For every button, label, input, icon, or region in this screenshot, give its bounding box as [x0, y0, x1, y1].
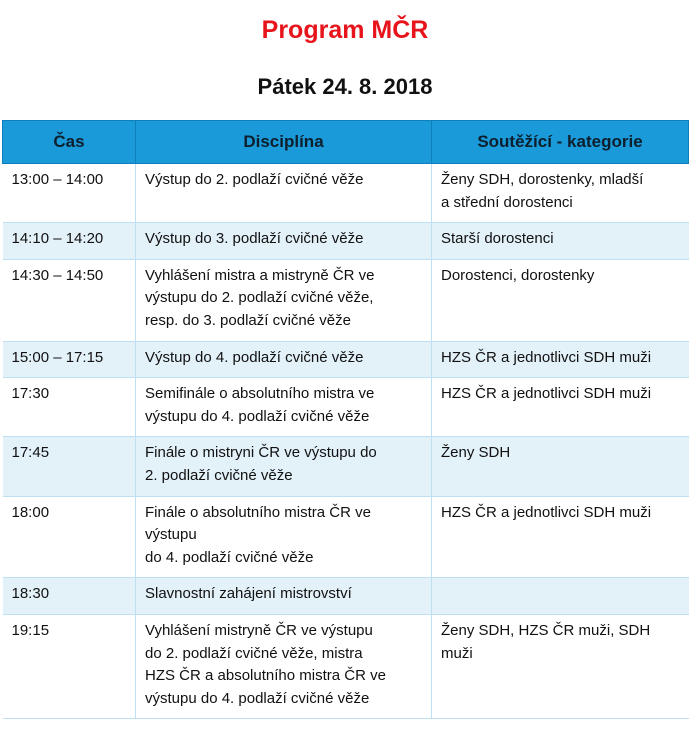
cell-line: Výstup do 2. podlaží cvičné věže — [145, 171, 364, 188]
cell-line: Vyhlášení mistryně ČR ve výstupu — [145, 621, 373, 639]
time-cell: 14:30 – 14:50 — [3, 259, 136, 341]
category-cell — [432, 614, 689, 718]
table-row — [3, 496, 689, 578]
cell-line: Ženy SDH, dorostenky, mladší — [441, 171, 644, 188]
date-heading: Pátek 24. 8. 2018 — [257, 74, 433, 99]
cell-line: HZS ČR a jednotlivci SDH muži — [441, 348, 652, 366]
table-row — [3, 614, 689, 718]
discipline-cell — [136, 223, 432, 260]
header-time: Čas — [3, 121, 136, 164]
discipline-cell — [136, 341, 432, 378]
cell-line: Ženy SDH — [441, 444, 511, 462]
cell-line: Vyhlášení mistra a mistryně ČR ve — [145, 266, 375, 284]
time-cell: 17:30 — [3, 378, 136, 437]
cell-line: a střední dorostenci — [441, 193, 573, 211]
cell-line: Finále o absolutního mistra ČR ve — [145, 503, 371, 521]
discipline-cell — [136, 378, 432, 437]
category-cell — [432, 164, 689, 223]
cell-line: HZS ČR a jednotlivci SDH muži — [441, 503, 652, 521]
cell-line: Starší dorostenci — [441, 230, 554, 248]
cell-line: výstupu do 4. podlaží cvičné věže — [145, 407, 370, 425]
category-cell — [432, 437, 689, 496]
cell-line: Semifinále o absolutního mistra ve — [145, 385, 375, 403]
schedule-table — [2, 120, 689, 719]
discipline-cell — [136, 437, 432, 496]
time-cell: 19:15 — [3, 614, 136, 718]
cell-line: výstupu do 4. podlaží cvičné věže — [145, 689, 370, 707]
cell-line: Slavnostní zahájení mistrovství — [145, 585, 352, 603]
discipline-cell — [136, 164, 432, 223]
cell-line: Výstup do 3. podlaží cvičné věže — [145, 230, 364, 248]
category-cell — [432, 223, 689, 260]
cell-line: HZS ČR a jednotlivci SDH muži — [441, 385, 652, 403]
cell-line: Ženy SDH, HZS ČR muži, SDH — [441, 621, 651, 639]
category-cell — [432, 578, 689, 615]
cell-line: Finále o mistryni ČR ve výstupu do — [145, 444, 377, 462]
cell-line: Dorostenci, dorostenky — [441, 266, 595, 284]
time-cell: 17:45 — [3, 437, 136, 496]
cell-line: výstupu — [145, 526, 197, 544]
discipline-cell — [136, 259, 432, 341]
header-category: Soutěžící - kategorie — [432, 121, 689, 164]
category-cell — [432, 259, 689, 341]
table-row — [3, 164, 689, 223]
table-header-row — [3, 121, 689, 164]
discipline-cell — [136, 496, 432, 578]
cell-line: 2. podlaží cvičné věže — [145, 466, 293, 484]
cell-line: muži — [441, 644, 473, 662]
table-row — [3, 259, 689, 341]
cell-line: Výstup do 4. podlaží cvičné věže — [145, 348, 364, 366]
table-row — [3, 341, 689, 378]
table-row — [3, 223, 689, 260]
discipline-cell — [136, 578, 432, 615]
cell-line: HZS ČR a absolutního mistra ČR ve — [145, 667, 386, 685]
category-cell — [432, 341, 689, 378]
time-cell: 14:10 – 14:20 — [3, 223, 136, 260]
page-title: Program MČR — [261, 16, 429, 44]
time-cell: 15:00 – 17:15 — [3, 341, 136, 378]
category-cell — [432, 378, 689, 437]
header-discipline: Disciplína — [136, 121, 432, 164]
table-row — [3, 378, 689, 437]
cell-line: resp. do 3. podlaží cvičné věže — [145, 311, 351, 329]
time-cell: 18:00 — [3, 496, 136, 578]
discipline-cell — [136, 614, 432, 718]
time-cell: 13:00 – 14:00 — [3, 164, 136, 223]
table-row — [3, 437, 689, 496]
category-cell — [432, 496, 689, 578]
cell-line: výstupu do 2. podlaží cvičné věže, — [145, 289, 374, 307]
table-row — [3, 578, 689, 615]
cell-line: do 4. podlaží cvičné věže — [145, 548, 314, 566]
time-cell: 18:30 — [3, 578, 136, 615]
cell-line: do 2. podlaží cvičné věže, mistra — [145, 644, 363, 662]
